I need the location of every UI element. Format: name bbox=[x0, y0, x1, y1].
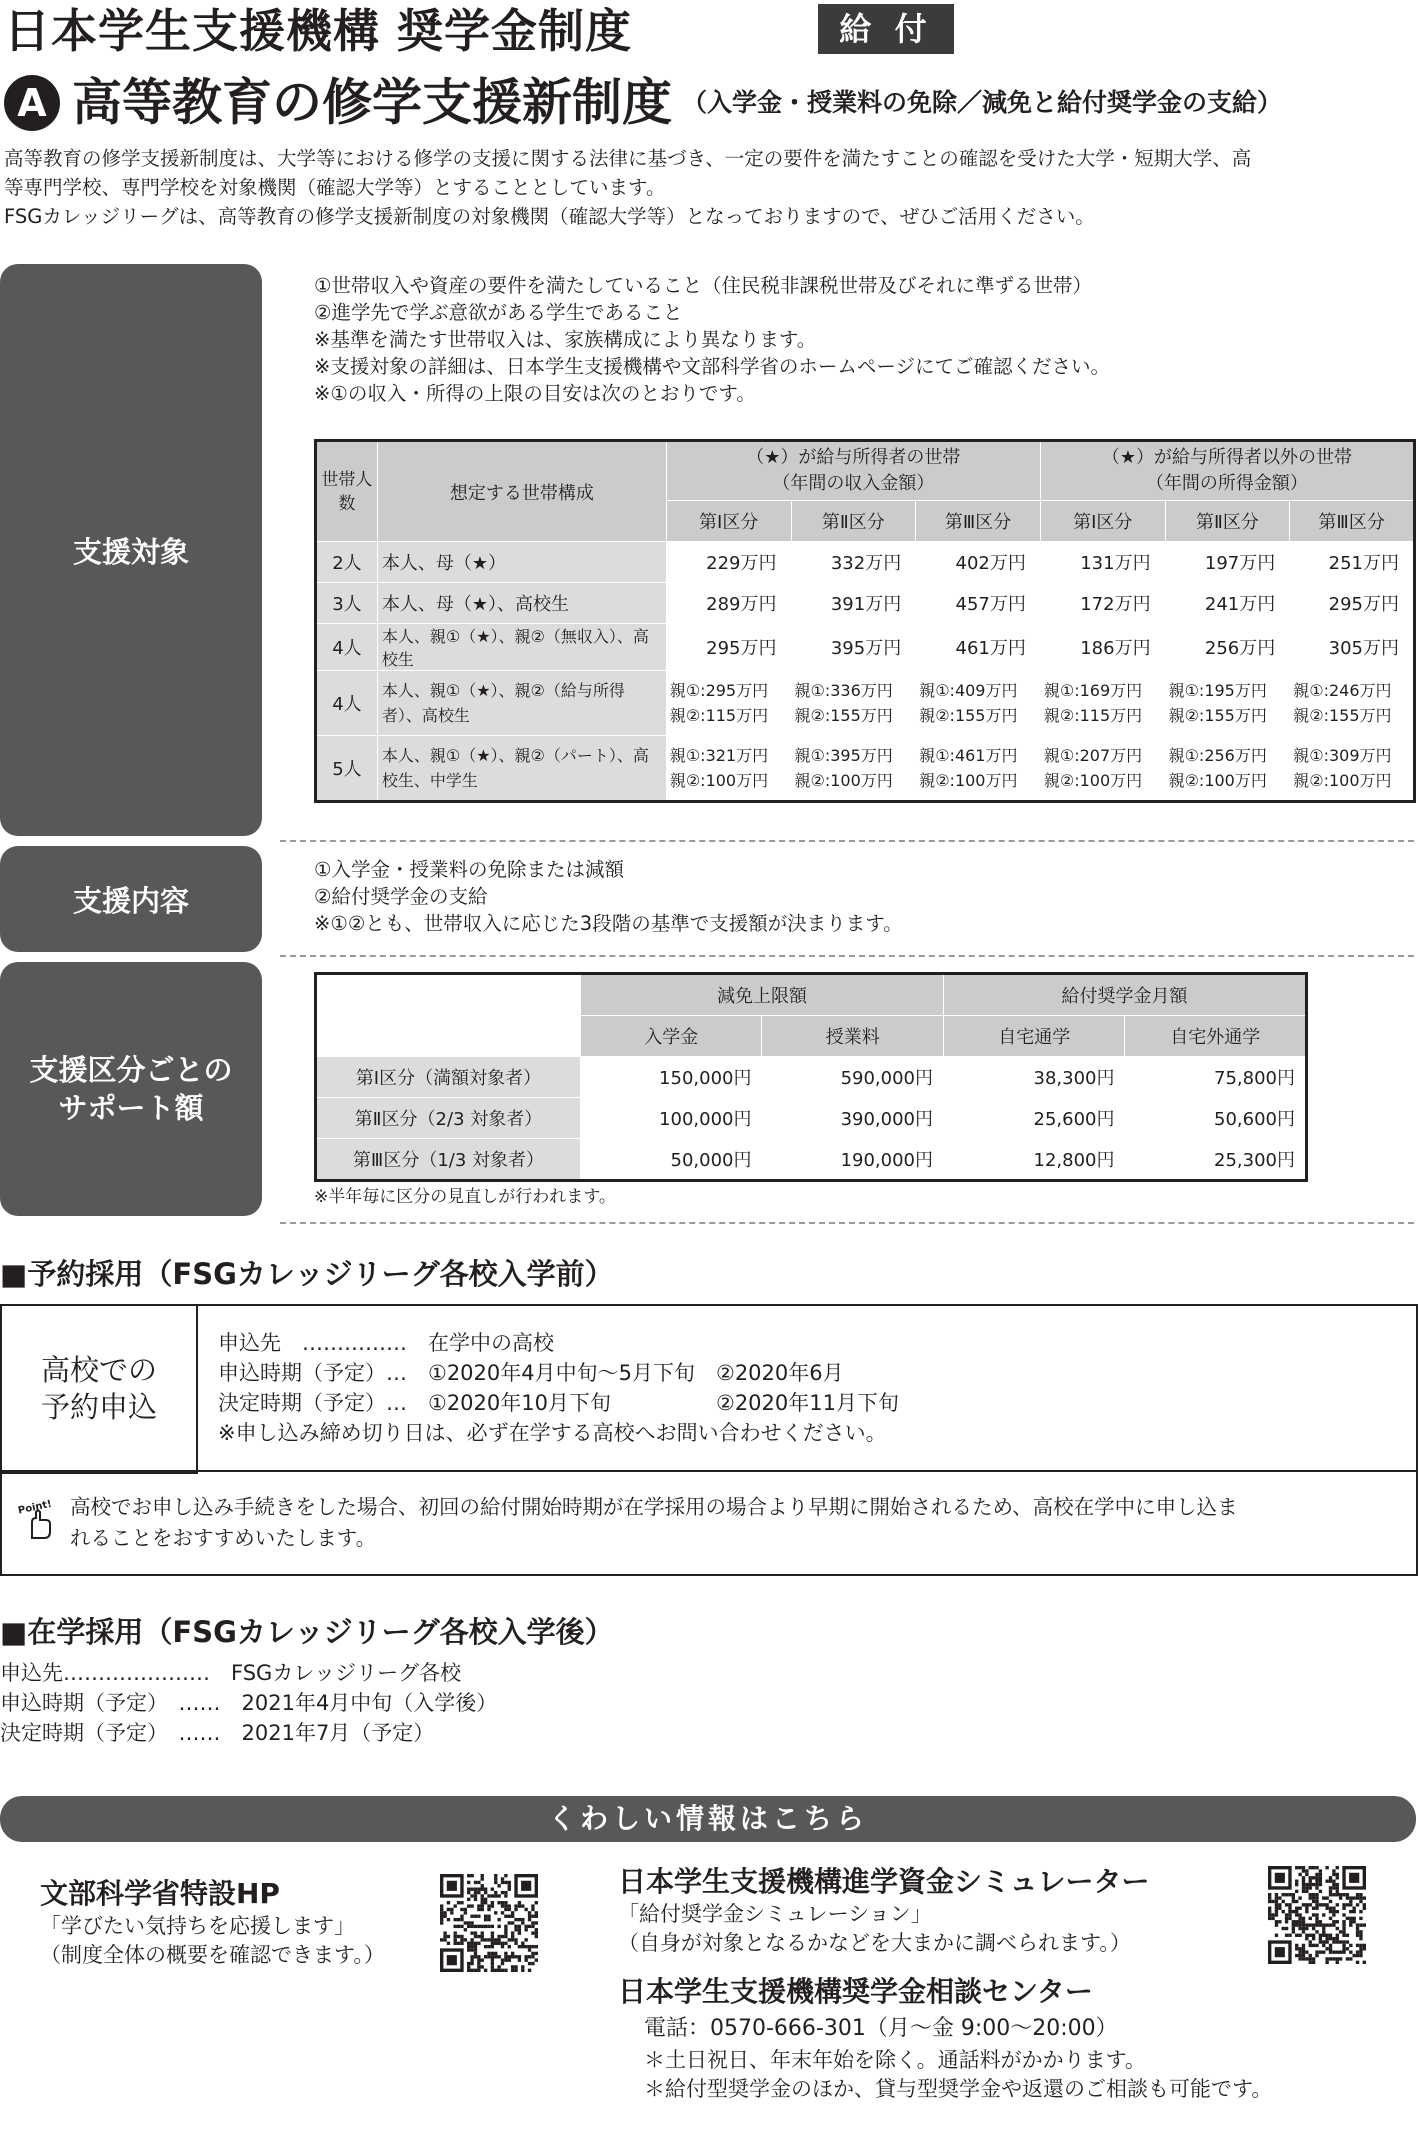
support-target-conditions bbox=[314, 272, 1110, 407]
value-cell: 親①:309万円 親②:100万円 bbox=[1290, 736, 1415, 802]
support-amount-label bbox=[0, 962, 262, 1216]
review-note: ※半年毎に区分の見直しが行われます。 bbox=[314, 1187, 616, 1207]
family-cell: 本人、親①（★）、親②（給与所得者）、高校生 bbox=[377, 671, 666, 736]
table-row bbox=[316, 542, 1415, 583]
col-header: 自宅外通学 bbox=[1125, 1016, 1307, 1057]
amount-cell: 590,000円 bbox=[762, 1057, 944, 1098]
value-cell: 457万円 bbox=[916, 583, 1041, 624]
group-header-exemption: 減免上限額 bbox=[580, 974, 943, 1016]
value-cell: 186万円 bbox=[1040, 624, 1165, 671]
detail-line: 申込時期（予定）… ①2020年4月中旬～5月下旬 ②2020年6月 bbox=[218, 1361, 844, 1385]
people-cell: 2人 bbox=[316, 542, 378, 583]
label-line: 予約申込 bbox=[40, 1390, 157, 1424]
people-cell: 4人 bbox=[316, 671, 378, 736]
group-subtitle: （年間の所得金額） bbox=[1145, 473, 1308, 494]
table-row bbox=[316, 671, 1415, 736]
value-cell: 391万円 bbox=[791, 583, 916, 624]
reservation-details bbox=[218, 1328, 899, 1448]
value-cell: 251万円 bbox=[1290, 542, 1415, 583]
value-cell: 295万円 bbox=[666, 624, 791, 671]
detail-line: 申込時期（予定） …… 2021年4月中旬（入学後） bbox=[0, 1691, 498, 1715]
value-cell: 131万円 bbox=[1040, 542, 1165, 583]
group-title: （★）が給与所得者の世帯 bbox=[746, 447, 961, 468]
divider bbox=[280, 1222, 1414, 1224]
people-cell: 4人 bbox=[316, 624, 378, 671]
group-subtitle: （年間の収入金額） bbox=[772, 473, 935, 494]
qr-code-icon[interactable] bbox=[1268, 1866, 1366, 1964]
point-icon bbox=[16, 1498, 60, 1542]
detail-line: 決定時期（予定） …… 2021年7月（予定） bbox=[0, 1721, 435, 1745]
section-subtitle: （入学金・授業料の免除／減免と給付奨学金の支給） bbox=[682, 87, 1283, 117]
benefit-badge: 給 付 bbox=[818, 4, 954, 54]
people-cell: 3人 bbox=[316, 583, 378, 624]
value-cell: 289万円 bbox=[666, 583, 791, 624]
amount-cell: 50,600円 bbox=[1125, 1098, 1307, 1139]
jasso-simulator-title[interactable]: 日本学生支援機構進学資金シミュレーター bbox=[618, 1865, 1150, 1898]
people-cell: 5人 bbox=[316, 736, 378, 802]
amount-cell: 38,300円 bbox=[944, 1057, 1125, 1098]
amount-cell: 150,000円 bbox=[580, 1057, 762, 1098]
tier-label: 第Ⅰ区分（満額対象者） bbox=[316, 1057, 581, 1098]
value-cell: 197万円 bbox=[1165, 542, 1290, 583]
point-line: れることをおすすめいたします。 bbox=[70, 1526, 377, 1550]
mext-desc bbox=[40, 1912, 385, 1970]
content-line: ②給付奨学金の支給 bbox=[314, 885, 488, 908]
support-amount-table bbox=[314, 972, 1308, 1182]
group-title: （★）が給与所得者以外の世帯 bbox=[1101, 447, 1353, 468]
note-line: ＊給付型奨学金のほか、貸与型奨学金や返還のご相談も可能です。 bbox=[644, 2077, 1273, 2101]
table-row bbox=[316, 624, 1415, 671]
reservation-box bbox=[0, 1304, 1418, 1576]
col-header: 入学金 bbox=[580, 1016, 762, 1057]
col-header: 自宅通学 bbox=[944, 1016, 1125, 1057]
group-header-salaried bbox=[666, 441, 1040, 501]
value-cell: 親①:321万円 親②:100万円 bbox=[666, 736, 791, 802]
center-notes bbox=[644, 2046, 1272, 2104]
tier-label: 第Ⅱ区分（2/3 対象者） bbox=[316, 1098, 581, 1139]
table-row bbox=[316, 1098, 1307, 1139]
value-cell: 親①:395万円 親②:100万円 bbox=[791, 736, 916, 802]
value-cell: 親①:195万円 親②:155万円 bbox=[1165, 671, 1290, 736]
reservation-label bbox=[2, 1306, 198, 1474]
divider bbox=[280, 955, 1414, 957]
family-cell: 本人、親①（★）、親②（パート）、高校生、中学生 bbox=[377, 736, 666, 802]
divider bbox=[2, 1470, 1416, 1472]
divider bbox=[280, 840, 1414, 842]
group-header-monthly: 給付奨学金月額 bbox=[944, 974, 1307, 1016]
condition-line: ①世帯収入や資産の要件を満たしていること（住民税非課税世帯及びそれに準ずる世帯） bbox=[314, 274, 1092, 297]
income-limit-table bbox=[314, 439, 1416, 803]
detail-line: 申込先 …………… 在学中の高校 bbox=[218, 1331, 554, 1355]
note-line: ＊土日祝日、年末年始を除く。通話料がかかります。 bbox=[644, 2048, 1146, 2072]
value-cell: 親①:295万円 親②:115万円 bbox=[666, 671, 791, 736]
value-cell: 親①:169万円 親②:115万円 bbox=[1040, 671, 1165, 736]
amount-cell: 25,600円 bbox=[944, 1098, 1125, 1139]
amount-cell: 190,000円 bbox=[762, 1139, 944, 1181]
amount-cell: 390,000円 bbox=[762, 1098, 944, 1139]
more-info-banner: くわしい情報はこちら bbox=[0, 1796, 1416, 1842]
amount-cell: 100,000円 bbox=[580, 1098, 762, 1139]
value-cell: 親①:409万円 親②:155万円 bbox=[916, 671, 1041, 736]
point-icon-text: Point! bbox=[17, 1498, 53, 1517]
condition-line: ※基準を満たす世帯収入は、家族構成により異なります。 bbox=[314, 328, 817, 351]
enrolled-heading: ■在学採用（FSGカレッジリーグ各校入学後） bbox=[0, 1615, 614, 1649]
detail-line: 決定時期（予定）… ①2020年10月下旬 ②2020年11月下旬 bbox=[218, 1391, 899, 1415]
value-cell: 親①:207万円 親②:100万円 bbox=[1040, 736, 1165, 802]
value-cell: 241万円 bbox=[1165, 583, 1290, 624]
section-letter-badge: A bbox=[4, 75, 60, 131]
intro-text bbox=[4, 144, 1414, 231]
group-header-non-salaried bbox=[1040, 441, 1414, 501]
intro-line: 高等教育の修学支援新制度は、大学等における修学の支援に関する法律に基づき、一定の要件を満たすことの確認を受けた大学・短期大学、高 bbox=[4, 147, 1252, 170]
value-cell: 332万円 bbox=[791, 542, 916, 583]
table-row bbox=[316, 1057, 1307, 1098]
reservation-heading: ■予約採用（FSGカレッジリーグ各校入学前） bbox=[0, 1257, 614, 1291]
intro-line: FSGカレッジリーグは、高等教育の修学支援新制度の対象機関（確認大学等）となっておりますので、ぜひご活用ください。 bbox=[4, 205, 1095, 228]
table-row bbox=[316, 1139, 1307, 1181]
section-title: 高等教育の修学支援新制度 bbox=[72, 73, 672, 132]
support-content-label: 支援内容 bbox=[0, 846, 262, 952]
enrolled-details bbox=[0, 1658, 497, 1748]
value-cell: 256万円 bbox=[1165, 624, 1290, 671]
condition-line: ②進学先で学ぶ意欲がある学生であること bbox=[314, 301, 683, 324]
col-header-family: 想定する世帯構成 bbox=[377, 441, 666, 542]
value-cell: 305万円 bbox=[1290, 624, 1415, 671]
amount-cell: 25,300円 bbox=[1125, 1139, 1307, 1181]
table-row bbox=[316, 736, 1415, 802]
detail-line: 申込先………………… FSGカレッジリーグ各校 bbox=[0, 1661, 462, 1685]
desc-line: 「学びたい気持ちを応援します」 bbox=[40, 1914, 355, 1938]
value-cell: 395万円 bbox=[791, 624, 916, 671]
content-line: ※①②とも、世帯収入に応じた3段階の基準で支援額が決まります。 bbox=[314, 912, 903, 935]
content-line: ①入学金・授業料の免除または減額 bbox=[314, 858, 624, 881]
value-cell: 229万円 bbox=[666, 542, 791, 583]
family-cell: 本人、母（★）、高校生 bbox=[377, 583, 666, 624]
label-line: 高校での bbox=[40, 1353, 157, 1387]
value-cell: 461万円 bbox=[916, 624, 1041, 671]
qr-code-icon[interactable] bbox=[440, 1874, 538, 1972]
value-cell: 親①:461万円 親②:100万円 bbox=[916, 736, 1041, 802]
value-cell: 402万円 bbox=[916, 542, 1041, 583]
col-header: 授業料 bbox=[762, 1016, 944, 1057]
tier-label: 第Ⅲ区分（1/3 対象者） bbox=[316, 1139, 581, 1181]
consultation-center-title: 日本学生支援機構奨学金相談センター bbox=[618, 1975, 1093, 2008]
label-line: サポート額 bbox=[58, 1091, 204, 1125]
mext-title[interactable]: 文部科学省特設HP bbox=[40, 1877, 280, 1910]
support-target-label: 支援対象 bbox=[0, 264, 262, 836]
tier-header: 第Ⅰ区分 bbox=[666, 501, 791, 542]
col-header-people: 世帯人数 bbox=[316, 441, 378, 542]
point-text bbox=[70, 1492, 1400, 1554]
table-row bbox=[316, 583, 1415, 624]
jasso-simulator-desc bbox=[618, 1900, 1131, 1958]
tier-header: 第Ⅱ区分 bbox=[1165, 501, 1290, 542]
empty-corner bbox=[316, 974, 581, 1057]
detail-line: ※申し込み締め切り日は、必ず在学する高校へお問い合わせください。 bbox=[218, 1421, 887, 1445]
amount-cell: 75,800円 bbox=[1125, 1057, 1307, 1098]
desc-line: （自身が対象となるかなどを大まかに調べられます。） bbox=[618, 1931, 1131, 1955]
value-cell: 親①:336万円 親②:155万円 bbox=[791, 671, 916, 736]
support-content-text bbox=[314, 856, 903, 937]
desc-line: （制度全体の概要を確認できます。） bbox=[40, 1943, 385, 1967]
value-cell: 親①:256万円 親②:100万円 bbox=[1165, 736, 1290, 802]
phone-number[interactable]: 電話：0570-666-301（月～金 9:00～20:00） bbox=[644, 2016, 1118, 2041]
family-cell: 本人、母（★） bbox=[377, 542, 666, 583]
condition-line: ※支援対象の詳細は、日本学生支援機構や文部科学省のホームページにてご確認ください。 bbox=[314, 355, 1110, 378]
tier-header: 第Ⅲ区分 bbox=[1290, 501, 1415, 542]
tier-header: 第Ⅱ区分 bbox=[791, 501, 916, 542]
tier-header: 第Ⅰ区分 bbox=[1040, 501, 1165, 542]
value-cell: 295万円 bbox=[1290, 583, 1415, 624]
section-heading bbox=[4, 70, 1282, 135]
family-cell: 本人、親①（★）、親②（無収入）、高校生 bbox=[377, 624, 666, 671]
amount-cell: 50,000円 bbox=[580, 1139, 762, 1181]
intro-line: 等専門学校、専門学校を対象機関（確認大学等）とすることとしています。 bbox=[4, 176, 666, 199]
page-title: 日本学生支援機構 奨学金制度 bbox=[4, 4, 633, 58]
value-cell: 親①:246万円 親②:155万円 bbox=[1290, 671, 1415, 736]
tier-header: 第Ⅲ区分 bbox=[916, 501, 1041, 542]
label-line: 支援区分ごとの bbox=[29, 1053, 233, 1087]
amount-cell: 12,800円 bbox=[944, 1139, 1125, 1181]
point-line: 高校でお申し込み手続きをした場合、初回の給付開始時期が在学採用の場合より早期に開始されるため、高校在学中に申し込ま bbox=[70, 1495, 1238, 1519]
condition-line: ※①の収入・所得の上限の目安は次のとおりです。 bbox=[314, 382, 756, 405]
desc-line: 「給付奨学金シミュレーション」 bbox=[618, 1902, 932, 1926]
value-cell: 172万円 bbox=[1040, 583, 1165, 624]
